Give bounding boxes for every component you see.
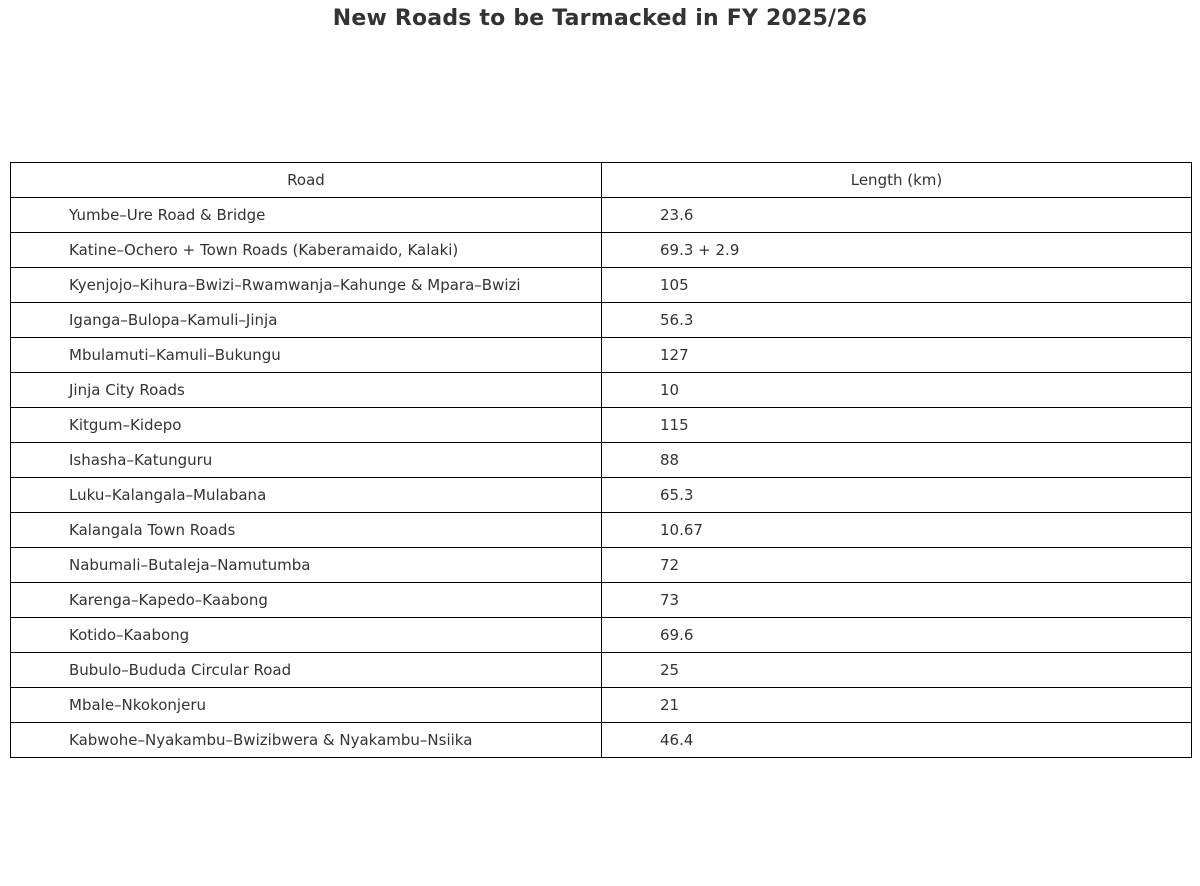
table-header-row	[11, 163, 1192, 198]
table-row	[11, 443, 1192, 478]
road-length-cell: 115	[602, 408, 1192, 443]
road-length-cell: 10	[602, 373, 1192, 408]
road-length-cell: 25	[602, 653, 1192, 688]
table-row	[11, 373, 1192, 408]
table-row	[11, 198, 1192, 233]
table-row	[11, 478, 1192, 513]
chart-title: New Roads to be Tarmacked in FY 2025/26	[332, 6, 868, 31]
table-row	[11, 618, 1192, 653]
road-name-cell: Jinja City Roads	[11, 373, 602, 408]
road-name-cell: Ishasha–Katunguru	[11, 443, 602, 478]
table-row	[11, 268, 1192, 303]
road-length-cell: 65.3	[602, 478, 1192, 513]
table-row	[11, 233, 1192, 268]
table-row	[11, 723, 1192, 758]
road-name-cell: Kabwohe–Nyakambu–Bwizibwera & Nyakambu–Nsiika	[11, 723, 602, 758]
roads-table	[10, 162, 1192, 758]
table-row	[11, 303, 1192, 338]
column-header-length: Length (km)	[602, 163, 1192, 198]
road-length-cell: 127	[602, 338, 1192, 373]
table-row	[11, 688, 1192, 723]
road-name-cell: Yumbe–Ure Road & Bridge	[11, 198, 602, 233]
road-length-cell: 72	[602, 548, 1192, 583]
road-name-cell: Kotido–Kaabong	[11, 618, 602, 653]
road-name-cell: Mbale–Nkokonjeru	[11, 688, 602, 723]
table-row	[11, 653, 1192, 688]
table-row	[11, 338, 1192, 373]
road-length-cell: 23.6	[602, 198, 1192, 233]
road-name-cell: Luku–Kalangala–Mulabana	[11, 478, 602, 513]
table-row	[11, 583, 1192, 618]
road-length-cell: 88	[602, 443, 1192, 478]
road-length-cell: 69.6	[602, 618, 1192, 653]
road-length-cell: 56.3	[602, 303, 1192, 338]
table-body	[11, 198, 1192, 758]
table-row	[11, 408, 1192, 443]
road-name-cell: Katine–Ochero + Town Roads (Kaberamaido, Kalaki)	[11, 233, 602, 268]
table-row	[11, 548, 1192, 583]
road-length-cell: 105	[602, 268, 1192, 303]
road-name-cell: Kitgum–Kidepo	[11, 408, 602, 443]
road-name-cell: Kyenjojo–Kihura–Bwizi–Rwamwanja–Kahunge & Mpara–Bwizi	[11, 268, 602, 303]
road-name-cell: Mbulamuti–Kamuli–Bukungu	[11, 338, 602, 373]
road-name-cell: Nabumali–Butaleja–Namutumba	[11, 548, 602, 583]
road-name-cell: Kalangala Town Roads	[11, 513, 602, 548]
column-header-road: Road	[11, 163, 602, 198]
road-length-cell: 69.3 + 2.9	[602, 233, 1192, 268]
table-row	[11, 513, 1192, 548]
road-length-cell: 46.4	[602, 723, 1192, 758]
road-length-cell: 10.67	[602, 513, 1192, 548]
road-length-cell: 73	[602, 583, 1192, 618]
road-name-cell: Karenga–Kapedo–Kaabong	[11, 583, 602, 618]
road-name-cell: Bubulo–Bududa Circular Road	[11, 653, 602, 688]
road-length-cell: 21	[602, 688, 1192, 723]
road-name-cell: Iganga–Bulopa–Kamuli–Jinja	[11, 303, 602, 338]
